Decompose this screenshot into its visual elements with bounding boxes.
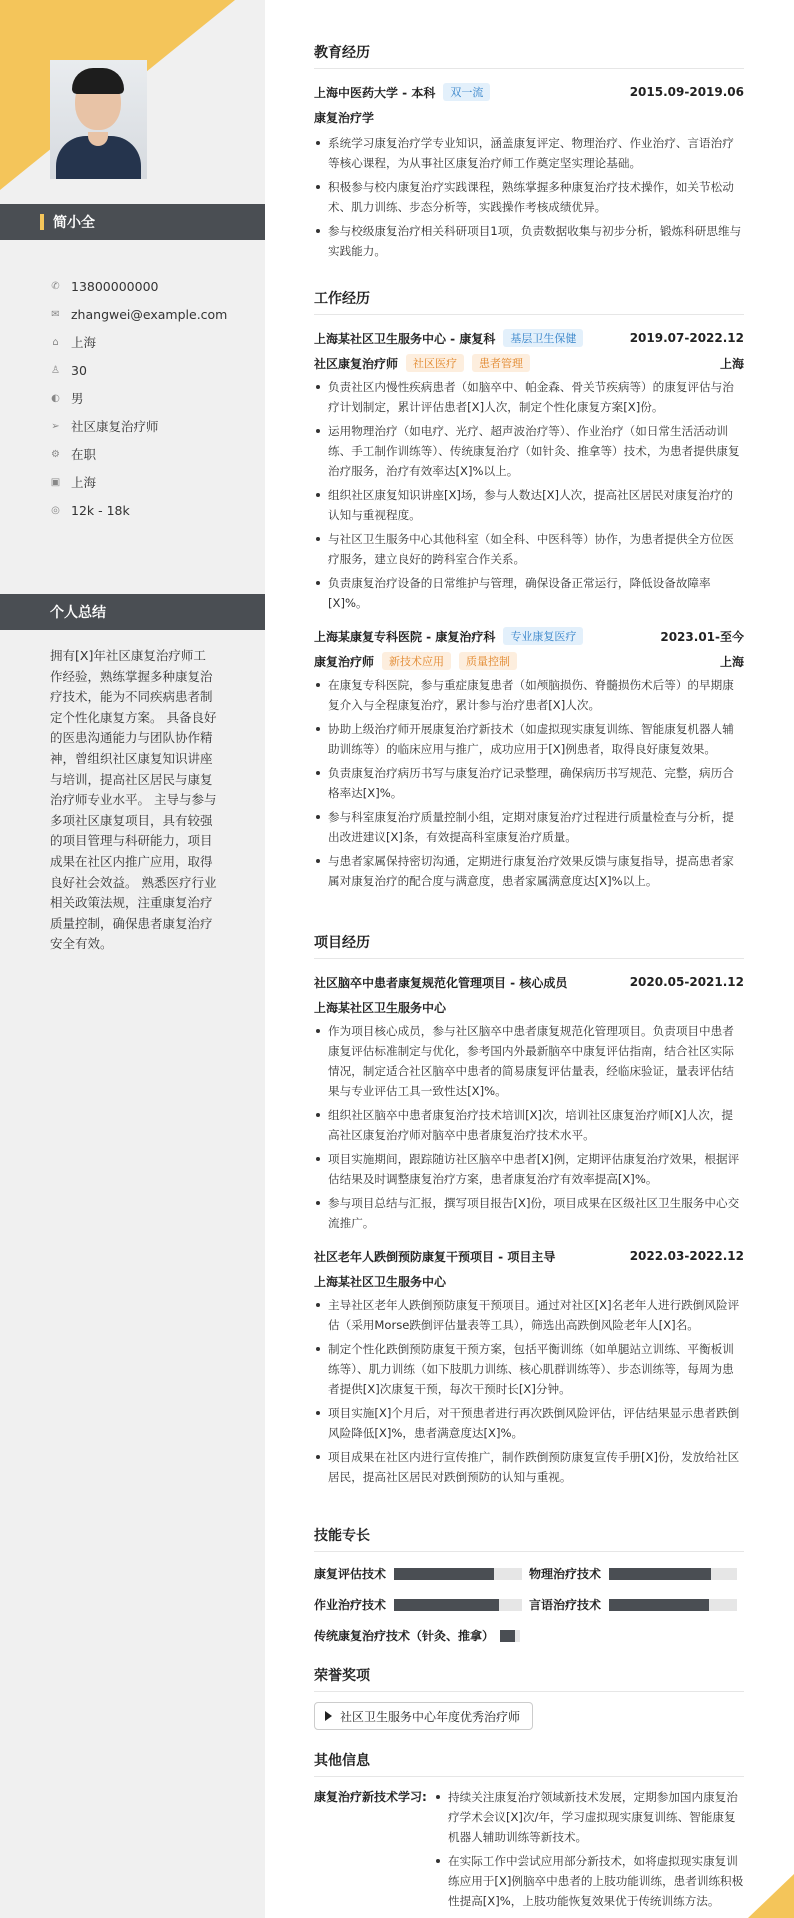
contact-item [50,272,227,300]
project-section [314,932,744,1491]
section-title: 工作经历 [314,288,744,315]
contact-text: 上海 [71,475,97,490]
entry-date: 2019.07-2022.12 [629,331,744,345]
bullet-list [314,675,744,891]
gender-icon: ◐ [51,392,60,404]
list-item: 制定个性化跌倒预防康复干预方案，包括平衡训练（如单腿站立训练、平衡板训练等）、肌力训练（如下肢肌力训练、核心肌群训练等）、步态训练等，每周为患者提供[X]次康复干预，每次干预时长[X]分钟。 [314,1339,744,1399]
summary-text: 拥有[X]年社区康复治疗师工作经验，熟练掌握多种康复治疗技术，能为不同疾病患者制定个性化康复方案。 具备良好的医患沟通能力与团队协作精神，曾组织社区康复知识讲座与培训，提高社区居民与康复治疗师专业水平。 主导与参与多项社区康复项目，具有较强的项目管理与科研能力，项目成果在社区内推广应用，取得良好社会效益。 熟悉医疗行业相关政策法规，注重康复治疗质量控制，确保患者康复治疗安全有效。 [50,648,217,952]
location-icon: ▣ [50,476,61,488]
list-item: 负责康复治疗设备的日常维护与管理，确保设备正常运行，降低设备故障率[X]%。 [314,573,744,613]
award-item[interactable] [314,1702,533,1730]
skill-name: 物理治疗技术 [529,1567,602,1581]
contact-text: 社区康复治疗师 [71,419,159,434]
project-org [314,1271,744,1291]
sidebar [0,0,265,1918]
list-item: 协助上级治疗师开展康复治疗新技术（如虚拟现实康复训练、智能康复机器人辅助训练等）的临床应用与推广，成功应用于[X]例患者，取得良好康复效果。 [314,719,744,759]
city: 上海 [719,654,744,669]
list-item: 在实际工作中尝试应用部分新技术，如将虚拟现实康复训练应用于[X]例脑卒中患者的上肢功能训练，患者训练积极性提高[X]%，上肢功能恢复效果优于传统训练方法。 [434,1851,744,1911]
list-item: 系统学习康复治疗学专业知识，涵盖康复评定、物理治疗、作业治疗、言语治疗等核心课程，为从事社区康复治疗师工作奠定坚实理论基础。 [314,133,744,173]
education-section [314,42,744,265]
other-item [314,1787,744,1915]
send-icon: ➢ [51,420,60,432]
list-item: 参与科室康复治疗质量控制小组，定期对康复治疗过程进行质量检查与分析，提出改进建议[X]条，有效提高科室康复治疗质量。 [314,807,744,847]
entry-header [314,329,744,347]
list-item: 积极参与校内康复治疗实践课程，熟练掌握多种康复治疗技术操作，如关节松动术、肌力训练、步态分析等，实践操作考核成绩优异。 [314,177,744,217]
contact-text: 男 [71,391,84,406]
age-icon: ♙ [51,364,60,376]
list-item: 组织社区康复知识讲座[X]场，参与人数达[X]人次，提高社区居民对康复治疗的认知与重视程度。 [314,485,744,525]
skill-item [314,1565,529,1582]
role-row [314,651,744,671]
role-tag: 质量控制 [459,652,517,670]
org-name: 上海某社区卫生服务中心 - 康复科 [314,331,496,346]
school-name: 上海中医药大学 - 本科 [314,85,436,100]
city: 上海 [719,356,744,371]
skill-bar-fill [609,1568,711,1580]
tag-badge: 基层卫生保健 [503,329,583,347]
skill-bar-fill [609,1599,709,1611]
award-label: 社区卫生服务中心年度优秀治疗师 [340,1709,521,1724]
skill-bar-fill [394,1568,494,1580]
bullet-list [314,133,744,261]
tag-badge: 双一流 [443,83,490,101]
section-title: 荣誉奖项 [314,1665,744,1692]
list-item: 项目实施期间，跟踪随访社区脑卒中患者[X]例，定期评估康复治疗效果，根据评估结果及时调整康复治疗方案，患者康复治疗有效率提高[X]%。 [314,1149,744,1189]
contact-text: 在职 [71,447,97,462]
contact-item [50,300,227,328]
skill-item [529,1565,744,1582]
org-label: 上海某社区卫生服务中心 [314,1274,447,1289]
entry-header [314,627,744,645]
org-name: 上海某康复专科医院 - 康复治疗科 [314,629,496,644]
contact-item [50,496,227,524]
role-tag: 新技术应用 [382,652,451,670]
tag-badge: 专业康复医疗 [503,627,583,645]
skill-bar [394,1599,522,1611]
skills-section [314,1525,744,1651]
section-title: 技能专长 [314,1525,744,1552]
name-bar [0,204,265,240]
mail-icon: ✉ [51,308,60,320]
list-item: 项目成果在社区内进行宣传推广，制作跌倒预防康复宣传手册[X]份，发放给社区居民，提高社区居民对跌倒预防的认知与重视。 [314,1447,744,1487]
skill-item [314,1596,529,1613]
avatar [50,60,147,179]
entry-date: 2022.03-2022.12 [629,1249,744,1263]
list-item: 运用物理治疗（如电疗、光疗、超声波治疗等）、作业治疗（如日常生活活动训练、手工制作训练等）、传统康复治疗（如针灸、推拿等）技术，为患者提供康复治疗服务，治疗有效率达[X]%以上。 [314,421,744,481]
corner-decoration-bottom [748,1874,794,1918]
entry-header [314,83,744,101]
bullet-list [314,1295,744,1487]
role-title: 康复治疗师 [314,654,375,669]
list-item: 参与校级康复治疗相关科研项目1项，负责数据收集与初步分析，锻炼科研思维与实践能力。 [314,221,744,261]
contact-text: zhangwei@example.com [71,306,228,322]
contact-text: 30 [71,362,87,378]
project-name: 社区老年人跌倒预防康复干预项目 - 项目主导 [314,1249,556,1264]
skill-item [314,1627,744,1644]
entry-date: 2020.05-2021.12 [629,975,744,989]
phone-icon: ✆ [51,280,60,292]
contact-item [50,384,227,412]
summary-header [0,594,265,630]
major [314,107,744,127]
contact-item [50,328,227,356]
skill-bar [609,1599,737,1611]
role-title: 社区康复治疗师 [314,356,399,371]
home-icon: ⌂ [52,336,59,348]
contact-text: 上海 [71,335,97,350]
list-item: 与社区卫生服务中心其他科室（如全科、中医科等）协作，为患者提供全方位医疗服务，建立良好的跨科室合作关系。 [314,529,744,569]
list-item: 参与项目总结与汇报，撰写项目报告[X]份，项目成果在区级社区卫生服务中心交流推广。 [314,1193,744,1233]
org-label: 上海某社区卫生服务中心 [314,1000,447,1015]
entry-date: 2015.09-2019.06 [629,85,744,99]
person-name: 简小全 [53,215,95,231]
skill-bar-fill [394,1599,499,1611]
contact-list [50,272,227,524]
section-title: 项目经历 [314,932,744,959]
list-item: 负责社区内慢性疾病患者（如脑卒中、帕金森、骨关节疾病等）的康复评估与治疗计划制定，累计评估患者[X]人次，制定个性化康复方案[X]份。 [314,377,744,417]
skill-name: 传统康复治疗技术（针灸、推拿） [314,1629,495,1643]
bullet-list [314,377,744,613]
section-title: 教育经历 [314,42,744,69]
list-item: 主导社区老年人跌倒预防康复干预项目。通过对社区[X]名老年人进行跌倒风险评估（采用Morse跌倒评估量表等工具），筛选出高跌倒风险老年人[X]名。 [314,1295,744,1335]
name-accent [40,214,44,230]
major-label: 康复治疗学 [314,110,375,125]
contact-item [50,412,227,440]
role-tag: 患者管理 [472,354,530,372]
list-item: 组织社区脑卒中患者康复治疗技术培训[X]次，培训社区康复治疗师[X]人次，提高社区康复治疗师对脑卒中患者康复治疗技术水平。 [314,1105,744,1145]
list-item: 负责康复治疗病历书写与康复治疗记录整理，确保病历书写规范、完整，病历合格率达[X]%。 [314,763,744,803]
summary-title: 个人总结 [50,605,106,621]
bullet-list [314,1021,744,1233]
contact-item [50,440,227,468]
list-item: 在康复专科医院，参与重症康复患者（如颅脑损伤、脊髓损伤术后等）的早期康复介入与全程康复治疗，累计参与治疗患者[X]人次。 [314,675,744,715]
salary-icon: ◎ [51,504,60,516]
entry-header [314,1247,744,1265]
other-section [314,1750,744,1915]
skill-name: 作业治疗技术 [314,1598,387,1612]
play-icon [325,1711,332,1721]
skill-name: 言语治疗技术 [529,1598,602,1612]
skill-bar [394,1568,522,1580]
skill-bar [500,1630,520,1642]
role-row [314,353,744,373]
entry-date: 2023.01-至今 [660,629,744,644]
bullet-list [434,1787,744,1915]
contact-text: 12k - 18k [71,502,130,518]
section-title: 其他信息 [314,1750,744,1777]
contact-item [50,356,227,384]
project-org [314,997,744,1017]
contact-text: 13800000000 [71,278,159,294]
skill-bar-fill [500,1630,515,1642]
role-tag: 社区医疗 [406,354,464,372]
skill-bar [609,1568,737,1580]
project-name: 社区脑卒中患者康复规范化管理项目 - 核心成员 [314,975,568,990]
skill-item [529,1596,744,1613]
awards-section [314,1665,744,1730]
status-icon: ⚙ [51,448,60,460]
work-section [314,288,744,895]
contact-item [50,468,227,496]
list-item: 项目实施[X]个月后，对干预患者进行再次跌倒风险评估，评估结果显示患者跌倒风险降低[X]%，患者满意度达[X]%。 [314,1403,744,1443]
skill-name: 康复评估技术 [314,1567,387,1581]
list-item: 与患者家属保持密切沟通，定期进行康复治疗效果反馈与康复指导，提高患者家属对康复治疗的配合度与满意度，患者家属满意度达[X]%以上。 [314,851,744,891]
list-item: 作为项目核心成员，参与社区脑卒中患者康复规范化管理项目。负责项目中患者康复评估标准制定与优化，参考国内外最新脑卒中康复评估指南，结合社区实际情况，制定适合社区脑卒中患者的简易康复评估量表，经临床验证，量表评估结果与专业评估工具一致性达[X]%。 [314,1021,744,1101]
entry-header [314,973,744,991]
list-item: 持续关注康复治疗领域新技术发展，定期参加国内康复治疗学术会议[X]次/年，学习虚拟现实康复训练、智能康复机器人辅助训练等新技术。 [434,1787,744,1847]
other-label: 康复治疗新技术学习: [314,1790,427,1804]
